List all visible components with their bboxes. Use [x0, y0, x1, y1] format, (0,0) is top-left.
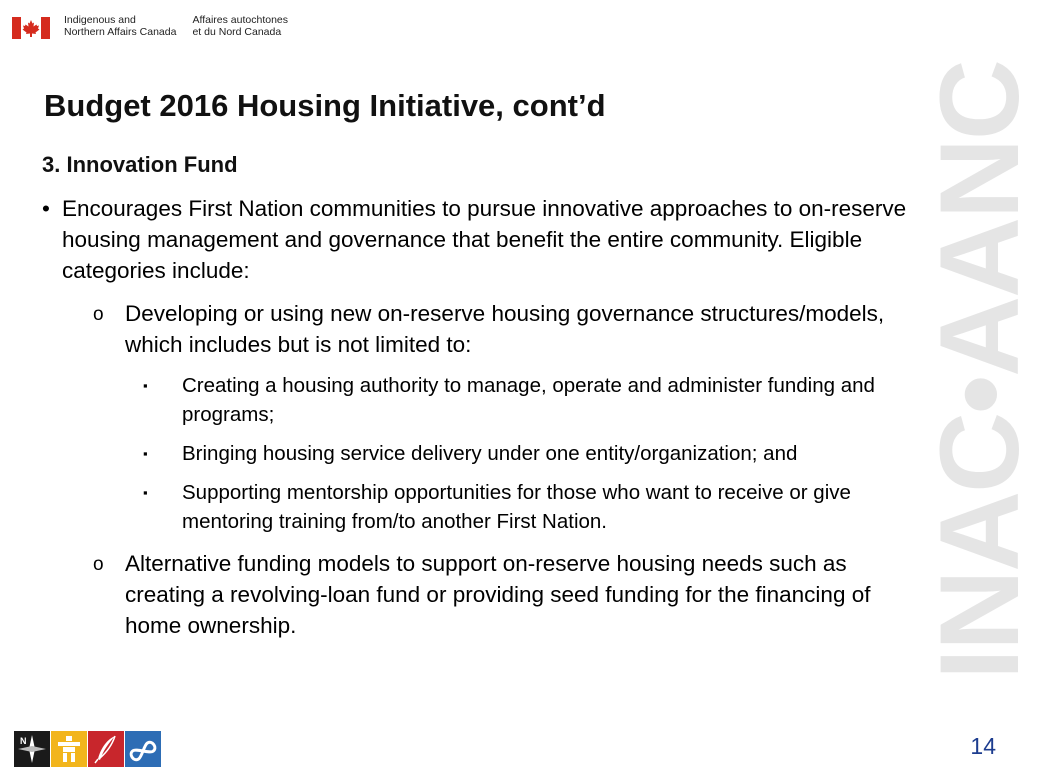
square-bullet-marker: ▪: [143, 378, 148, 393]
svg-text:N: N: [20, 736, 27, 746]
section-heading: 3. Innovation Fund: [42, 152, 238, 177]
sub-bullet-2: [42, 548, 917, 641]
page-number: 14: [970, 733, 996, 759]
infinity-icon: [125, 731, 161, 767]
department-fr-line1: Affaires autochtones: [192, 14, 289, 26]
watermark-text: INAC•AANC: [916, 60, 1042, 680]
footer-icon-strip: [14, 731, 161, 767]
sub-bullet-marker: o: [93, 554, 104, 575]
department-name-english: [64, 14, 176, 38]
sub-sub-bullet-1: [42, 371, 917, 429]
bullet-main: [42, 193, 917, 286]
sub-sub-bullet-2-text: Bringing housing service delivery under one entity/organization; and: [182, 442, 798, 465]
department-en-line1: Indigenous and: [64, 14, 136, 26]
watermark: [916, 30, 1042, 710]
sub-sub-bullet-2: [42, 439, 917, 468]
feather-icon: [88, 731, 124, 767]
square-bullet-marker: ▪: [143, 485, 148, 500]
sub-bullet-1: [42, 298, 917, 360]
department-en-line2: Northern Affairs Canada: [64, 26, 177, 38]
canada-flag-icon: [12, 17, 50, 39]
department-name-french: [192, 14, 288, 38]
sub-sub-bullet-3-text: Supporting mentorship opportunities for those who want to receive or give mentoring training from/to another First Nation.: [182, 481, 851, 533]
slide-title: Budget 2016 Housing Initiative, cont’d: [44, 88, 606, 123]
sub-bullet-1-text: Developing or using new on-reserve housing governance structures/models, which includes but is not limited to:: [125, 301, 885, 357]
inukshuk-icon: [51, 731, 87, 767]
bullet-marker: •: [42, 196, 50, 221]
north-compass-icon: [14, 731, 50, 767]
header: [12, 14, 288, 42]
sub-bullet-2-text: Alternative funding models to support on-reserve housing needs such as creating a revolving-loan fund or providing seed funding for the financing of home ownership.: [125, 551, 871, 638]
bullet-main-text: Encourages First Nation communities to pursue innovative approaches to on-reserve housing management and governance that benefit the entire community. Eligible categories include:: [62, 196, 907, 283]
sub-sub-bullet-3: [42, 478, 917, 536]
sub-sub-bullet-1-text: Creating a housing authority to manage, operate and administer funding and programs;: [182, 374, 875, 426]
department-fr-line2: et du Nord Canada: [192, 26, 282, 38]
sub-bullet-marker: o: [93, 304, 104, 325]
square-bullet-marker: ▪: [143, 446, 148, 461]
slide-body: [42, 193, 917, 641]
